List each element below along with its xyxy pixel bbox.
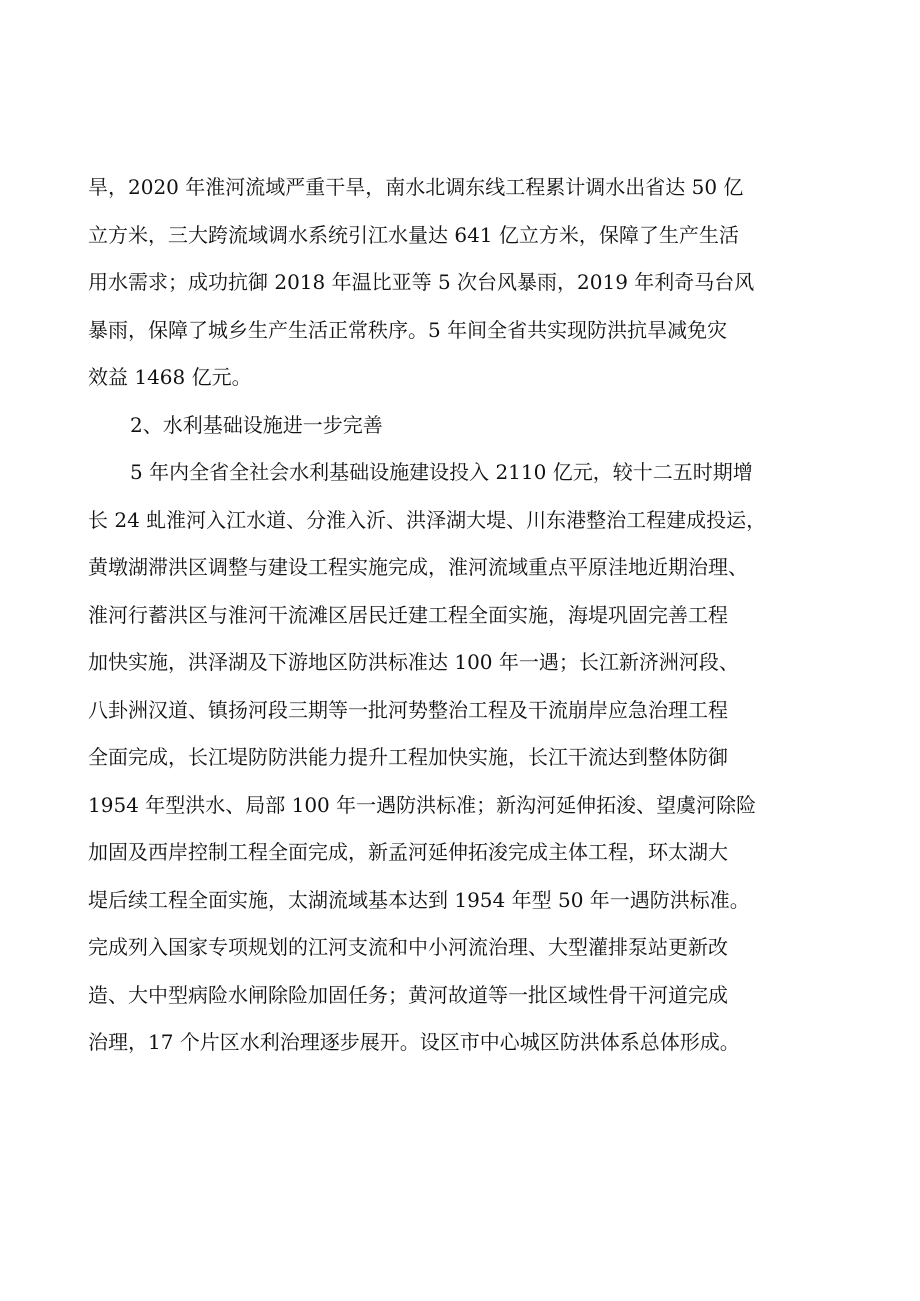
text-line: 治理，17 个片区水利治理逐步展开。设区市中心城区防洪体系总体形成。 bbox=[88, 1030, 740, 1054]
text-line: 完成列入国家专项规划的江河支流和中小河流治理、大型灌排泵站更新改 bbox=[88, 935, 728, 959]
text-line: 1954 年型洪水、局部 100 年一遇防洪标准；新沟河延伸拓浚、望虞河除险 bbox=[88, 792, 757, 817]
text-line: 造、大中型病险水闸除险加固任务；黄河故道等一批区域性骨干河道完成 bbox=[88, 982, 728, 1007]
text-line: 5 年内全省全社会水利基础设施建设投入 2110 亿元，较十二五时期增 bbox=[130, 460, 753, 484]
text-line: 旱，2020 年淮河流域严重干旱，南水北调东线工程累计调水出省达 50 亿 bbox=[88, 175, 744, 199]
text-line: 加固及西岸控制工程全面完成，新孟河延伸拓浚完成主体工程，环太湖大 bbox=[88, 840, 728, 864]
text-line: 八卦洲汉道、镇扬河段三期等一批河势整治工程及干流崩岸应急治理工程 bbox=[88, 697, 728, 722]
text-line: 堤后续工程全面实施，太湖流域基本达到 1954 年型 50 年一遇防洪标准。 bbox=[88, 887, 750, 912]
paragraph-2 bbox=[88, 449, 840, 1067]
text-line: 加快实施，洪泽湖及下游地区防洪标准达 100 年一遇；长江新济洲河段、 bbox=[88, 650, 739, 674]
text-line: 效益 1468 亿元。 bbox=[88, 365, 252, 389]
text-line: 长 24 虬淮河入江水道、分淮入沂、洪泽湖大堤、川东港整治工程建成投运， bbox=[88, 507, 767, 532]
text-line: 用水需求；成功抗御 2018 年温比亚等 5 次台风暴雨，2019 年利奇马台风 bbox=[88, 270, 755, 294]
section-heading: 2、水利基础设施进一步完善 bbox=[130, 412, 383, 437]
paragraph-1 bbox=[88, 164, 840, 402]
text-line: 立方米，三大跨流域调水系统引江水量达 641 亿立方米，保障了生产生活 bbox=[88, 222, 739, 247]
text-line: 淮河行蓄洪区与淮河干流滩区居民迁建工程全面实施，海堤巩固完善工程 bbox=[88, 602, 728, 627]
text-line: 暴雨，保障了城乡生产生活正常秩序。5 年间全省共实现防洪抗旱减免灾 bbox=[88, 317, 728, 342]
text-line: 黄墩湖滞洪区调整与建设工程实施完成，淮河流域重点平原洼地近期治理、 bbox=[88, 555, 748, 579]
document-body bbox=[88, 164, 840, 1067]
text-line: 全面完成，长江堤防防洪能力提升工程加快实施，长江干流达到整体防御 bbox=[88, 745, 728, 769]
